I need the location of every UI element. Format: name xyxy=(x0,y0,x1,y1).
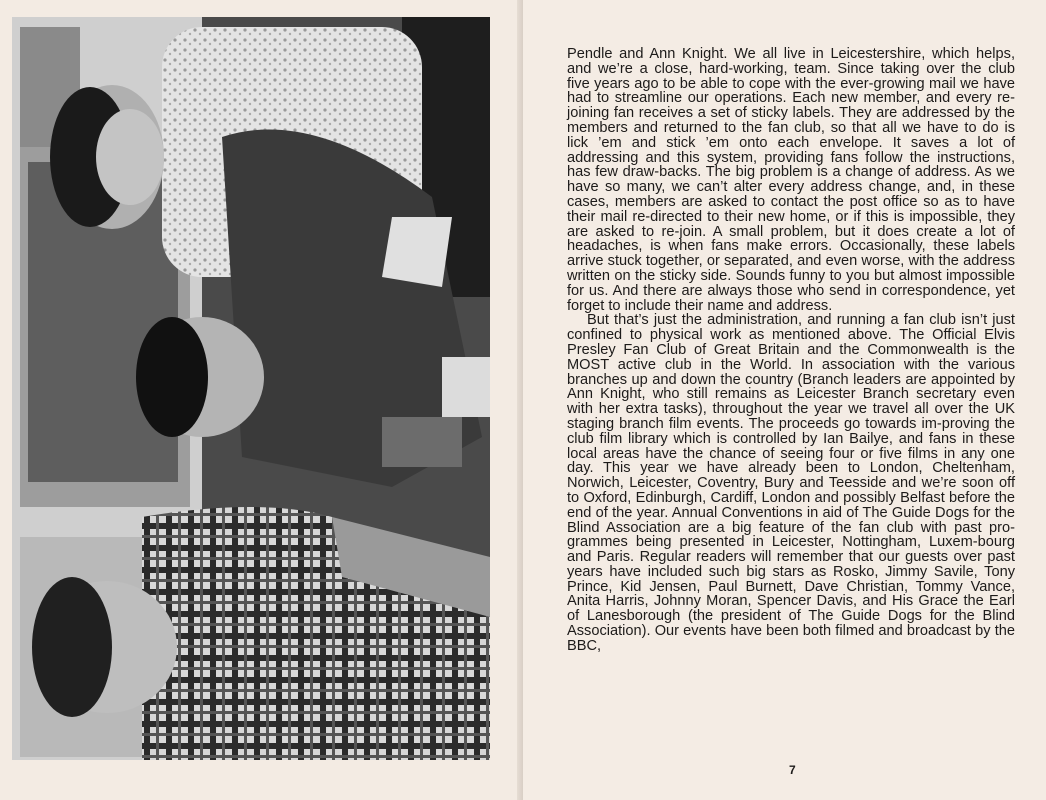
page-number: 7 xyxy=(789,763,796,777)
article-paragraph: Pendle and Ann Knight. We all live in Leicestershire, which helps, and we’re a close, hard-working, team. Since taking over the club five years ago to be able to cope with the ever-growing mail we have had to streamline our operations. Each new member, and every re-joining fan receives a set of sticky labels. They are addressed by the members and returned to the fan club, so that all we have to do is lick ’em and stick ’em onto each envelope. It saves a lot of addressing and this system, providing fans follow the instructions, has few draw-backs. The big problem is a change of address. As we have so many, we can’t alter every address change, and, in these cases, members are asked to contact the post office so as to have their mail re-directed to their new home, or if this is impossible, they are asked to re-join. A small problem, but it does create a lot of headaches, is when fans make errors. Occasionally, these labels arrive stuck together, or separated, and even worse, with the address written on the sticky side. Sounds funny to you but almost impossible for us. And there are always those who send in correspondence, yet forget to include their name and address. xyxy=(567,46,1015,314)
black-and-white-photograph xyxy=(12,17,490,760)
photo-illustration xyxy=(12,17,490,760)
article-paragraph: But that’s just the administration, and running a fan club isn’t just confined to physical work as mentioned above. The Official Elvis Presley Fan Club of Great Britain and the Commonwealth is the MOST active club in the World. In association with the various branches up and down the country (Branch leaders are appointed by Ann Knight, who still remains as Leicester Branch secretary even with her extra tasks), throughout the year we travel all over the UK staging branch film events. The proceeds go towards im-proving the club film library which is controlled by Ian Bailye, and fans in these local areas have the chance of seeing four or five films in any one day. This year we have already been to London, Cheltenham, Norwich, Leicester, Coventry, Bury and Teesside and we’re soon off to Oxford, Edinburgh, Cardiff, London and possibly Belfast before the end of the year. Annual Conventions in aid of The Guide Dogs for the Blind Association are a big feature of the fan club with past pro-grammes being presented in Leicester, Nottingham, Luxem-bourg and Paris. Regular readers will remember that our guests over past years have included such big stars as Rosko, Jimmy Savile, Tony Prince, Kid Jensen, Paul Burnett, Dave Christian, Tommy Vance, Anita Harris, Johnny Moran, Spencer Davis, and His Grace the Earl of Lanesborough (the president of The Guide Dogs for the Blind Association). Our events have been both filmed and broadcast by the BBC, xyxy=(567,312,1015,654)
article-text xyxy=(567,47,1015,654)
